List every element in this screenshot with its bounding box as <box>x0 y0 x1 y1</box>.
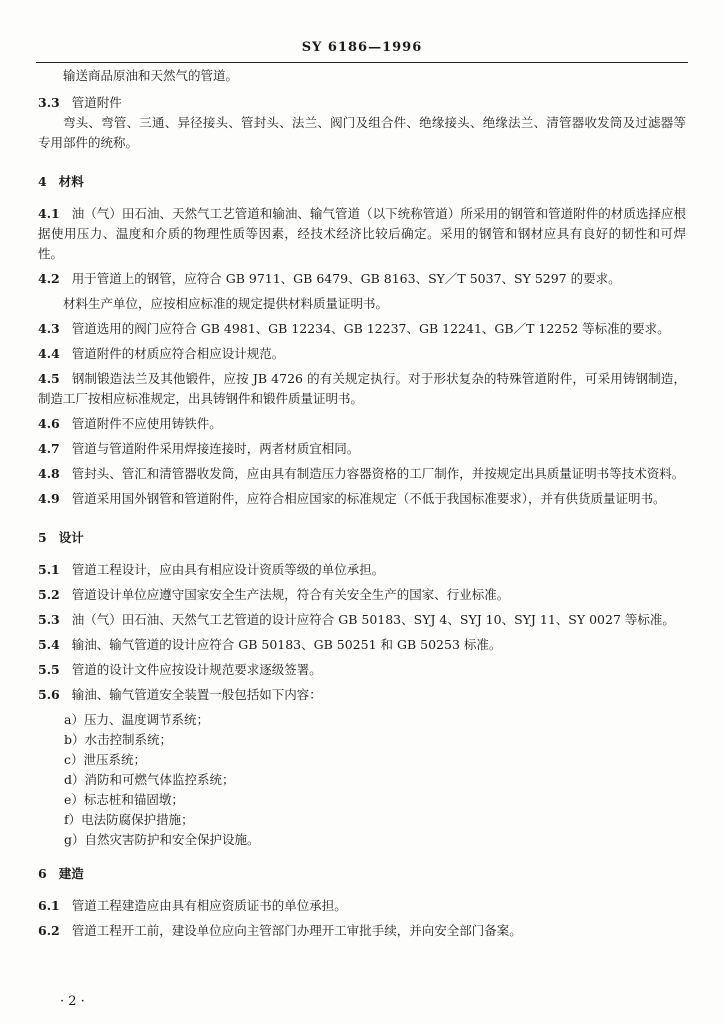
list-item: d）消防和可燃气体监控系统； <box>64 772 235 787</box>
clause <box>38 635 686 655</box>
clause-text: 管道工程开工前，建设单位应向主管部门办理开工审批手续，并向安全部门备案。 <box>71 923 522 938</box>
clause-number: 5.6 <box>38 687 60 702</box>
clause-number: 4.8 <box>38 466 60 481</box>
clause-text: 输油、输气管道安全装置一般包括如下内容： <box>71 687 322 702</box>
subclause <box>38 93 686 113</box>
clause-text: 管道选用的阀门应符合 GB 4981、GB 12234、GB 12237、GB 12241、GB／T 12252 等标准的要求。 <box>71 321 670 336</box>
clause-text: 管道附件 <box>71 95 122 110</box>
clause <box>38 204 686 264</box>
clause-number: 5.5 <box>38 662 60 677</box>
clause-number: 5.2 <box>38 587 60 602</box>
header-rule <box>36 62 688 63</box>
clause-number: 5.4 <box>38 637 60 652</box>
clause-text: 管道与管道附件采用焊接连接时，两者材质宜相同。 <box>71 441 360 456</box>
clause <box>38 685 686 705</box>
list-item: b）水击控制系统； <box>64 732 173 747</box>
list-item: c）泄压系统； <box>64 752 147 767</box>
clause <box>38 269 686 289</box>
clause-number: 4.7 <box>38 441 60 456</box>
clause-number: 6.1 <box>38 898 60 913</box>
clause-number: 4.5 <box>38 371 60 386</box>
section-title: 设计 <box>58 530 84 545</box>
clause-text: 管道工程建造应由具有相应资质证书的单位承担。 <box>71 898 347 913</box>
section-number: 5 <box>38 530 47 545</box>
clause <box>38 464 686 484</box>
list-item: g）自然灾害防护和安全保护设施。 <box>64 832 260 847</box>
clause <box>38 660 686 680</box>
clause <box>38 610 686 630</box>
section-number: 4 <box>38 174 47 189</box>
clause-number: 3.3 <box>38 95 60 110</box>
clause-number: 5.1 <box>38 562 60 577</box>
clause-number: 4.2 <box>38 271 60 286</box>
clause <box>38 896 686 916</box>
section-heading <box>38 528 686 548</box>
clause <box>38 344 686 364</box>
clause-text: 管道附件的材质应符合相应设计规范。 <box>71 346 285 361</box>
clause-text: 管道附件不应使用铸铁件。 <box>71 416 222 431</box>
clause <box>38 439 686 459</box>
clause-text: 油（气）田石油、天然气工艺管道的设计应符合 GB 50183、SYJ 4、SYJ 10、SYJ 11、SY 0027 等标准。 <box>71 612 675 627</box>
clause-number: 4.1 <box>38 206 60 221</box>
section-heading <box>38 864 686 884</box>
paragraph: 材料生产单位，应按相应标准的规定提供材料质量证明书。 <box>63 296 389 311</box>
clause-text: 管道设计单位应遵守国家安全生产法规，符合有关安全生产的国家、行业标准。 <box>71 587 510 602</box>
clause-number: 4.4 <box>38 346 60 361</box>
standard-code-header: SY 6186—1996 <box>301 40 423 55</box>
clause <box>38 414 686 434</box>
list-item: e）标志桩和锚固墩； <box>64 792 184 807</box>
clause-text: 管道采用国外钢管和管道附件，应符合相应国家的标准规定（不低于我国标准要求），并有供货质量证明书。 <box>71 491 666 506</box>
section-number: 6 <box>38 866 47 881</box>
clause <box>38 560 686 580</box>
clause-text: 钢制锻造法兰及其他锻件，应按 JB 4726 的有关规定执行。对于形状复杂的特殊管道附件，可采用铸钢制造，制造工厂按相应标准规定，出具铸钢件和锻件质量证明书。 <box>38 371 686 406</box>
clause-number: 4.6 <box>38 416 60 431</box>
section-title: 材料 <box>58 174 84 189</box>
paragraph: 弯头、弯管、三通、异径接头、管封头、法兰、阀门及组合件、绝缘接头、绝缘法兰、清管器收发筒及过滤器等专用部件的统称。 <box>38 115 686 150</box>
clause-number: 4.9 <box>38 491 60 506</box>
clause-text: 管道的设计文件应按设计规范要求逐级签署。 <box>71 662 322 677</box>
paragraph: 输送商品原油和天然气的管道。 <box>63 68 239 83</box>
document-body <box>38 66 686 946</box>
page-number: · 2 · <box>60 994 85 1009</box>
clause <box>38 489 686 509</box>
section-title: 建造 <box>58 866 84 881</box>
clause-text: 管封头、管汇和清管器收发筒，应由具有制造压力容器资格的工厂制作，并按规定出具质量证明书等技术资料。 <box>71 466 685 481</box>
clause-number: 5.3 <box>38 612 60 627</box>
clause-number: 4.3 <box>38 321 60 336</box>
clause-text: 输油、输气管道的设计应符合 GB 50183、GB 50251 和 GB 50253 标准。 <box>71 637 502 652</box>
clause-text: 管道工程设计，应由具有相应设计资质等级的单位承担。 <box>71 562 385 577</box>
clause <box>38 369 686 409</box>
list-item: f）电法防腐保护措施； <box>64 812 194 827</box>
list-item: a）压力、温度调节系统； <box>64 712 209 727</box>
clause-text: 用于管道上的钢管，应符合 GB 9711、GB 6479、GB 8163、SY／T 5037、SY 5297 的要求。 <box>71 271 621 286</box>
section-heading <box>38 172 686 192</box>
clause <box>38 319 686 339</box>
clause <box>38 585 686 605</box>
clause <box>38 921 686 941</box>
clause-number: 6.2 <box>38 923 60 938</box>
clause-text: 油（气）田石油、天然气工艺管道和输油、输气管道（以下统称管道）所采用的钢管和管道附件的材质选择应根据使用压力、温度和介质的物理性质等因素，经技术经济比较后确定。采用的钢管和钢材应具有良好的韧性和可焊性。 <box>38 206 686 261</box>
